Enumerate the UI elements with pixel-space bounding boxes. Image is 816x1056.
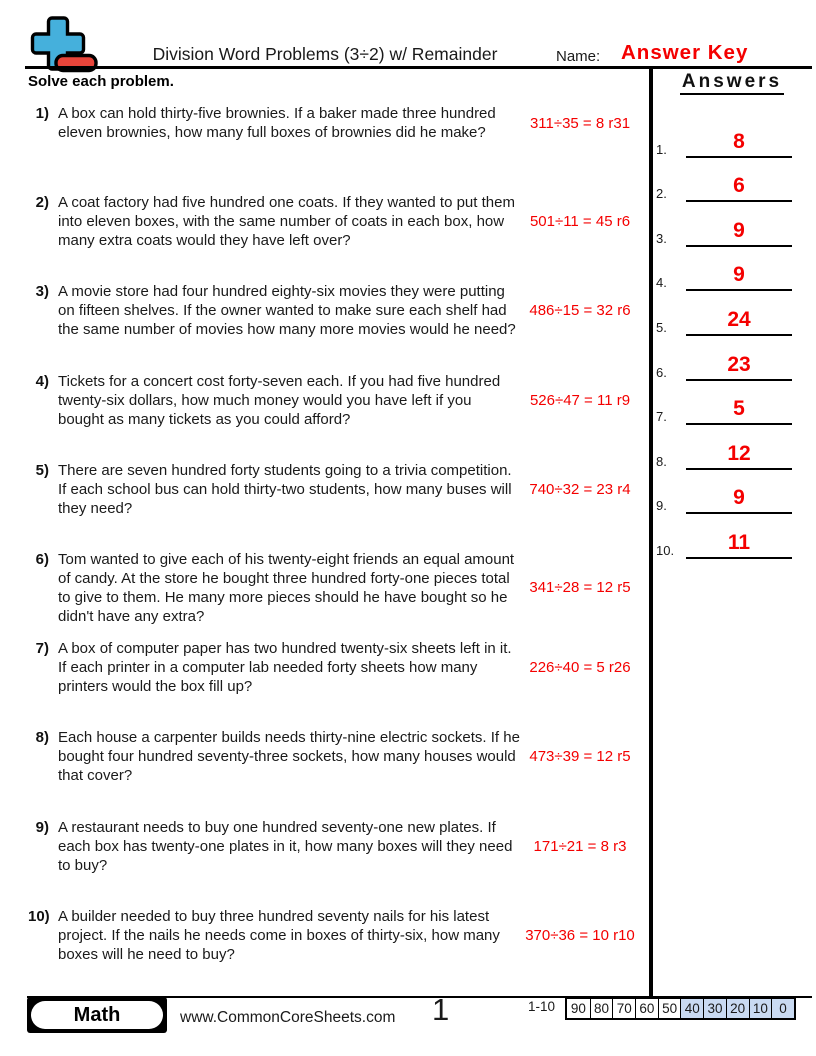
answer-number: 4. <box>656 275 667 291</box>
equation-text: 486÷15 = 32 r6 <box>529 302 631 320</box>
problem-number: 3) <box>35 283 49 301</box>
answer-blank-line <box>686 354 792 381</box>
answer-number: 5. <box>656 319 667 335</box>
problem-equation <box>520 461 640 518</box>
problem-number: 5) <box>35 461 49 479</box>
problems-list <box>28 104 640 996</box>
answer-value: 11 <box>727 530 751 554</box>
problem-text: A movie store had four hundred eighty-six movies they were putting on fifteen shelves. If the owner wanted to make sure each shelf had the same number of movies how many more movies would he need? <box>58 283 516 339</box>
answer-number: 10. <box>656 542 675 558</box>
header-divider-line <box>25 66 812 69</box>
subject-badge-label: Math <box>31 1001 163 1029</box>
plus-minus-math-logo-icon <box>25 15 99 73</box>
instruction-text: Solve each problem. <box>28 73 174 90</box>
problem-item <box>28 907 640 996</box>
problem-number: 8) <box>35 729 49 747</box>
answer-value: 9 <box>733 486 745 510</box>
problem-number: 10) <box>28 907 50 925</box>
answer-number: 7. <box>656 409 667 425</box>
problem-text: There are seven hundred forty students going to a trivia competition. If each school bus can hold thirty-two students, how many buses will they need? <box>58 461 512 517</box>
answer-blank-line <box>686 309 792 336</box>
name-label: Name: <box>556 48 601 65</box>
problem-item <box>28 282 640 371</box>
problem-text: A box of computer paper has two hundred twenty-six sheets left in it. If each printer in a computer lab needed forty sheets how many printers would the box fill up? <box>58 640 512 696</box>
score-cell: 30 <box>703 999 726 1018</box>
answer-item <box>656 381 792 426</box>
answer-item <box>656 291 792 336</box>
score-cell: 10 <box>749 999 772 1018</box>
answer-number: 1. <box>656 141 667 157</box>
problem-number: 9) <box>35 818 49 836</box>
answer-number: 9. <box>656 498 667 514</box>
answer-blank-line <box>686 220 792 247</box>
answer-blank-line <box>686 264 792 291</box>
answer-value: 9 <box>733 218 745 242</box>
answer-number: 2. <box>656 186 667 202</box>
problem-text: Each house a carpenter builds needs thirty-nine electric sockets. If he bought four hundred seventy-three sockets, how many houses would that cover? <box>58 729 520 785</box>
answers-header <box>658 71 806 93</box>
problem-number: 2) <box>35 194 49 212</box>
problem-item <box>28 372 640 461</box>
score-cell: 80 <box>590 999 613 1018</box>
problem-number: 6) <box>35 550 49 568</box>
problem-equation <box>520 728 640 785</box>
equation-text: 226÷40 = 5 r26 <box>529 659 631 677</box>
score-cell: 90 <box>570 1001 586 1016</box>
column-divider-double-line <box>649 69 653 997</box>
answer-blank-line <box>686 487 792 514</box>
answer-number: 8. <box>656 453 667 469</box>
answer-blank-line <box>686 443 792 470</box>
answer-value: 12 <box>727 441 751 465</box>
answer-blank-line <box>686 398 792 425</box>
answer-item <box>656 247 792 292</box>
score-cell: 0 <box>771 999 794 1018</box>
problem-number: 1) <box>35 105 49 122</box>
answer-blank-line <box>686 175 792 202</box>
equation-text: 501÷11 = 45 r6 <box>529 213 631 231</box>
website-url: www.CommonCoreSheets.com <box>180 1009 396 1026</box>
problem-equation <box>520 104 640 142</box>
answer-value: 23 <box>727 352 751 376</box>
problem-equation <box>520 639 640 696</box>
problem-text: A coat factory had five hundred one coats. If they wanted to put them into eleven boxes, with the same number of coats in each box, how many extra coats would they have left over? <box>58 194 515 250</box>
equation-text: 171÷21 = 8 r3 <box>533 837 627 855</box>
problem-item <box>28 104 640 193</box>
answer-item <box>656 470 792 515</box>
answers-header-text: Answers <box>680 71 784 95</box>
answer-number: 3. <box>656 230 667 246</box>
worksheet-title: Division Word Problems (3÷2) w/ Remainder <box>152 44 498 64</box>
answer-blank-line <box>686 131 792 158</box>
problem-text: A box can hold thirty-five brownies. If a baker made three hundred eleven brownies, how many full boxes of brownies did he make? <box>58 105 496 141</box>
score-grid <box>565 997 796 1020</box>
answer-item <box>656 425 792 470</box>
answer-item <box>656 336 792 381</box>
answer-value: 24 <box>727 307 751 331</box>
subject-badge <box>27 997 167 1033</box>
answer-value: 6 <box>733 174 745 198</box>
answer-value: 5 <box>733 397 745 421</box>
problem-text: A builder needed to buy three hundred seventy nails for his latest project. If the nails he needs come in boxes of thirty-six, how many boxes will he need to buy? <box>58 907 500 963</box>
page-number: 1 <box>432 992 450 1027</box>
answer-value: 9 <box>733 263 745 287</box>
equation-text: 526÷47 = 11 r9 <box>529 391 631 409</box>
problem-item <box>28 461 640 550</box>
problem-text: Tom wanted to give each of his twenty-eight friends an equal amount of candy. At the store he bought three hundred forty-one pieces total to give to them. He many more pieces should he have bought so he didn't have any extra? <box>58 550 515 625</box>
problem-item <box>28 550 640 639</box>
problem-text: Tickets for a concert cost forty-seven each. If you had five hundred twenty-six dollars, how much money would you have left if you bought as many tickets as you could afford? <box>58 372 501 428</box>
problem-equation <box>520 372 640 429</box>
score-cell: 20 <box>726 999 749 1018</box>
answer-item <box>656 202 792 247</box>
score-cell: 70 <box>612 999 635 1018</box>
problem-number: 4) <box>35 372 49 390</box>
equation-text: 740÷32 = 23 r4 <box>529 480 631 498</box>
problem-equation <box>520 907 640 964</box>
answer-item <box>656 113 792 158</box>
score-range-label: 1-10 <box>528 999 556 1014</box>
equation-text: 341÷28 = 12 r5 <box>529 579 631 597</box>
score-cell: 60 <box>635 999 658 1018</box>
equation-text: 311÷35 = 8 r31 <box>529 114 631 132</box>
problem-equation <box>520 550 640 626</box>
score-cell: 40 <box>680 999 703 1018</box>
problem-equation <box>520 282 640 339</box>
equation-text: 473÷39 = 12 r5 <box>529 748 631 766</box>
score-cell: 50 <box>658 999 681 1018</box>
answer-value: 8 <box>733 129 745 153</box>
problem-equation <box>520 818 640 875</box>
answer-number: 6. <box>656 364 667 380</box>
problem-equation <box>520 193 640 250</box>
problem-item <box>28 639 640 728</box>
equation-text: 370÷36 = 10 r10 <box>525 926 635 944</box>
answers-list <box>656 113 792 559</box>
answer-item <box>656 514 792 559</box>
answer-item <box>656 158 792 203</box>
problem-item <box>28 193 640 282</box>
problem-number: 7) <box>35 640 49 658</box>
answer-key-text: Answer Key <box>621 41 749 64</box>
problem-item <box>28 728 640 817</box>
answer-blank-line <box>686 532 792 559</box>
problem-text: A restaurant needs to buy one hundred seventy-one new plates. If each box has twenty-one plates in it, how many boxes will they need to buy? <box>58 818 513 874</box>
problem-item <box>28 818 640 907</box>
